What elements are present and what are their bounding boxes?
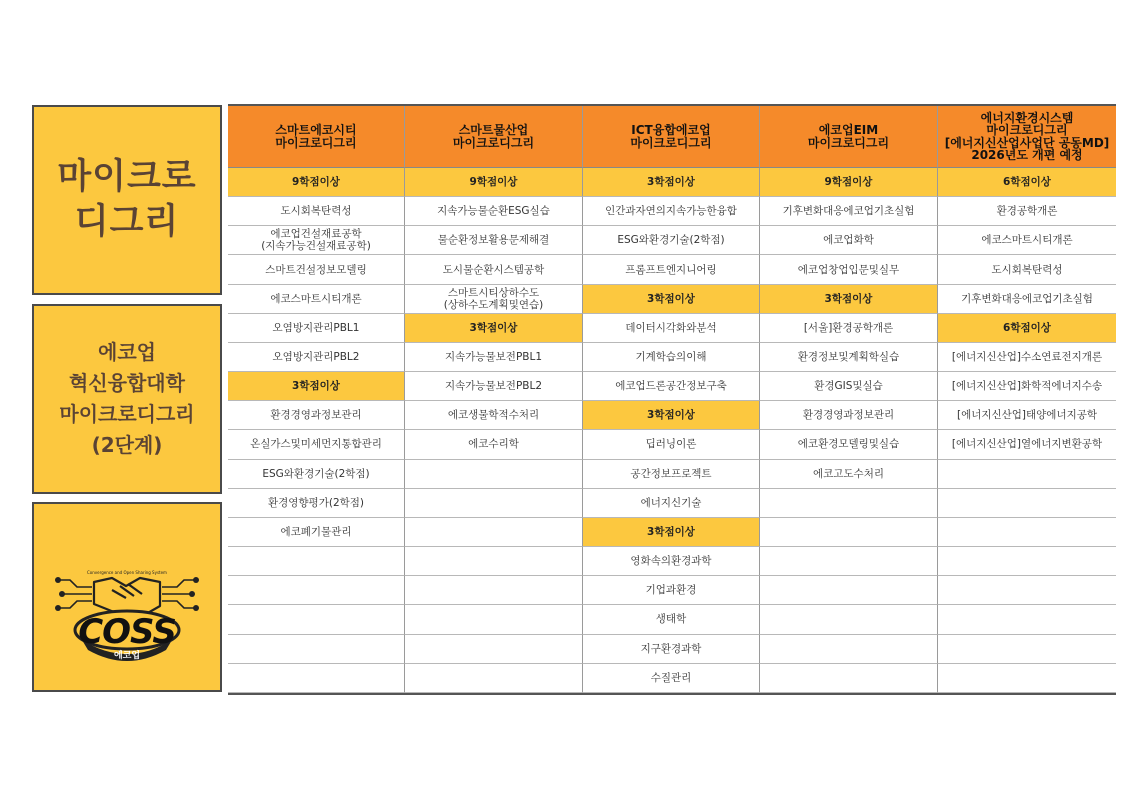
course-cell: 스마트건설정보모델링 <box>228 255 405 284</box>
page-subtitle: 에코업 혁신융합대학 마이크로디그리 (2단계) <box>59 340 195 457</box>
course-cell: 물순환정보활용문제해결 <box>405 226 583 255</box>
course-cell <box>405 518 583 547</box>
course-cell: 공간정보프로젝트 <box>583 460 760 489</box>
course-cell <box>228 576 405 605</box>
course-cell: 오염방지관리PBL1 <box>228 314 405 343</box>
credit-requirement-cell: 3학점이상 <box>583 285 760 314</box>
page-title: 마이크로 디그리 <box>57 157 197 242</box>
course-cell: 수질관리 <box>583 664 760 693</box>
course-cell <box>405 547 583 576</box>
course-cell: 온실가스및미세먼지통합관리 <box>228 430 405 459</box>
course-cell: 도시물순환시스템공학 <box>405 255 583 284</box>
course-cell: 에코환경모델링및실습 <box>760 430 938 459</box>
column-header: 에코업EIM 마이크로디그리 <box>760 106 938 168</box>
course-cell <box>760 635 938 664</box>
course-cell: 환경영향평가(2학점) <box>228 489 405 518</box>
course-cell: [에너지신산업]수소연료전지개론 <box>938 343 1116 372</box>
course-cell: 도시회복탄력성 <box>228 197 405 226</box>
credit-requirement-cell: 6학점이상 <box>938 168 1116 197</box>
course-cell: [에너지신산업]열에너지변환공학 <box>938 430 1116 459</box>
course-cell: 기업과환경 <box>583 576 760 605</box>
course-cell: 데이터시각화와분석 <box>583 314 760 343</box>
course-cell <box>760 518 938 547</box>
micro-degree-table <box>228 104 1116 695</box>
course-cell: 생태학 <box>583 605 760 634</box>
course-cell <box>938 489 1116 518</box>
course-cell: 에너지신기술 <box>583 489 760 518</box>
column-header: ICT융합에코업 마이크로디그리 <box>583 106 760 168</box>
course-cell <box>760 547 938 576</box>
title-panel <box>32 105 222 295</box>
logo-tagline: Convergence and Open Sharing System <box>87 570 167 575</box>
column-header: 스마트에코시티 마이크로디그리 <box>228 106 405 168</box>
course-cell: 오염방지관리PBL2 <box>228 343 405 372</box>
course-cell <box>405 489 583 518</box>
course-cell <box>405 635 583 664</box>
course-cell <box>938 605 1116 634</box>
course-cell: 에코업화학 <box>760 226 938 255</box>
course-cell <box>938 518 1116 547</box>
course-cell: 스마트시티상하수도 (상하수도계획및연습) <box>405 285 583 314</box>
course-cell <box>228 605 405 634</box>
credit-requirement-cell: 9학점이상 <box>760 168 938 197</box>
course-cell: 환경공학개론 <box>938 197 1116 226</box>
course-cell <box>938 576 1116 605</box>
course-cell: 환경경영과정보관리 <box>228 401 405 430</box>
course-cell <box>938 664 1116 693</box>
credit-requirement-cell: 3학점이상 <box>583 518 760 547</box>
course-cell: [에너지신산업]화학적에너지수송 <box>938 372 1116 401</box>
course-cell: 에코스마트시티개론 <box>228 285 405 314</box>
credit-requirement-cell: 3학점이상 <box>405 314 583 343</box>
course-cell: 에코폐기물관리 <box>228 518 405 547</box>
course-cell <box>405 460 583 489</box>
course-cell: 에코수리학 <box>405 430 583 459</box>
course-cell <box>405 605 583 634</box>
course-cell: 에코업드론공간정보구축 <box>583 372 760 401</box>
course-cell <box>228 664 405 693</box>
course-cell: 환경정보및계획학실습 <box>760 343 938 372</box>
course-cell: 지구환경과학 <box>583 635 760 664</box>
course-cell: 프롬프트엔지니어링 <box>583 255 760 284</box>
credit-requirement-cell: 3학점이상 <box>583 401 760 430</box>
course-cell: 환경경영과정보관리 <box>760 401 938 430</box>
course-cell <box>405 664 583 693</box>
logo-subtext: 에코업 <box>113 651 141 661</box>
course-cell <box>760 489 938 518</box>
course-cell: 지속가능물보전PBL2 <box>405 372 583 401</box>
course-cell: 환경GIS및실습 <box>760 372 938 401</box>
credit-requirement-cell: 9학점이상 <box>405 168 583 197</box>
credit-requirement-cell: 3학점이상 <box>583 168 760 197</box>
course-cell <box>760 664 938 693</box>
course-cell: 도시회복탄력성 <box>938 255 1116 284</box>
course-cell: ESG와환경기술(2학점) <box>228 460 405 489</box>
credit-requirement-cell: 3학점이상 <box>760 285 938 314</box>
course-cell: ESG와환경기술(2학점) <box>583 226 760 255</box>
course-cell: [에너지신산업]태양에너지공학 <box>938 401 1116 430</box>
course-cell <box>760 605 938 634</box>
course-cell <box>938 547 1116 576</box>
course-cell <box>228 635 405 664</box>
column-header: 에너지환경시스템 마이크로디그리 [에너지신산업사업단 공동MD] 2026년도 개편 예정 <box>938 106 1116 168</box>
course-cell <box>938 460 1116 489</box>
course-cell <box>760 576 938 605</box>
course-cell: 지속가능물순환ESG실습 <box>405 197 583 226</box>
course-cell: 에코생물학적수처리 <box>405 401 583 430</box>
credit-requirement-cell: 6학점이상 <box>938 314 1116 343</box>
course-cell: 기계학습의이해 <box>583 343 760 372</box>
logo-panel <box>32 502 222 692</box>
course-cell: 지속가능물보전PBL1 <box>405 343 583 372</box>
coss-logo <box>42 532 212 662</box>
course-cell: 딥러닝이론 <box>583 430 760 459</box>
course-cell <box>405 576 583 605</box>
course-cell: 에코업건설재료공학 (지속가능건설재료공학) <box>228 226 405 255</box>
credit-requirement-cell: 9학점이상 <box>228 168 405 197</box>
course-cell: 기후변화대응에코업기초실험 <box>938 285 1116 314</box>
course-cell: 에코고도수처리 <box>760 460 938 489</box>
course-cell <box>938 635 1116 664</box>
course-cell: 기후변화대응에코업기초실험 <box>760 197 938 226</box>
credit-requirement-cell: 3학점이상 <box>228 372 405 401</box>
column-header: 스마트물산업 마이크로디그리 <box>405 106 583 168</box>
course-cell: 에코스마트시티개론 <box>938 226 1116 255</box>
course-cell <box>228 547 405 576</box>
course-cell: 영화속의환경과학 <box>583 547 760 576</box>
course-cell: 에코업창업입문및실무 <box>760 255 938 284</box>
course-cell: [서울]환경공학개론 <box>760 314 938 343</box>
course-cell: 인간과자연의지속가능한융합 <box>583 197 760 226</box>
logo-text: COSS <box>78 612 176 652</box>
subtitle-panel <box>32 304 222 494</box>
